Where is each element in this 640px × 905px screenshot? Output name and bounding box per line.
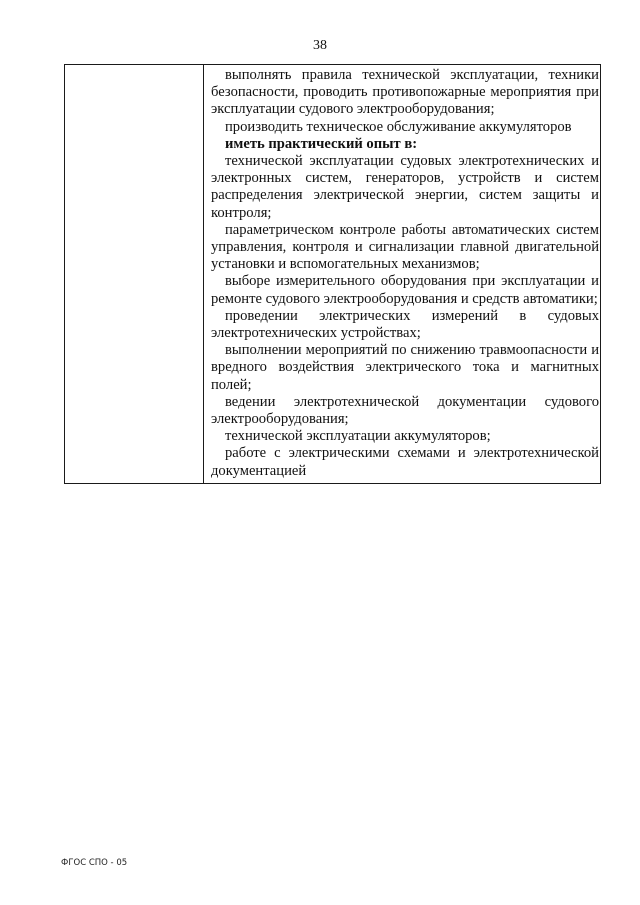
paragraph-1: выполнять правила технической эксплуатации, техники безопасности, проводить противопожарные мероприятия при эксплуатации судового электрооборудования;	[211, 67, 599, 118]
paragraph-4: технической эксплуатации судовых электротехнических и электронных систем, генераторов, устройств и систем распределения электрической энергии, систем защиты и контроля;	[211, 153, 599, 221]
content-table	[64, 64, 601, 484]
paragraph-9: ведении электротехнической документации судового электрооборудования;	[211, 393, 599, 428]
paragraph-6: выборе измерительного оборудования при эксплуатации и ремонте судового электрооборудования и средств автоматики;	[211, 273, 599, 307]
paragraph-8: выполнении мероприятий по снижению травмоопасности и вредного воздействия электрического тока и магнитных полей;	[211, 342, 599, 393]
paragraph-2: производить техническое обслуживание аккумуляторов	[225, 118, 572, 135]
paragraph-5: параметрическом контроле работы автоматических систем управления, контроля и сигнализации главной двигательной установки и вспомогательных механизмов;	[211, 221, 599, 273]
page-number: 38	[313, 38, 327, 53]
footer-label: ФГОС СПО - 05	[61, 858, 128, 868]
paragraph-7: проведении электрических измерений в судовых электротехнических устройствах;	[211, 307, 599, 342]
table-cell-left	[65, 65, 204, 484]
section-heading: иметь практический опыт в:	[225, 135, 418, 152]
table-cell-right	[204, 65, 601, 484]
paragraph-10: технической эксплуатации аккумуляторов;	[225, 428, 491, 445]
table-row	[65, 65, 601, 484]
paragraph-11: работе с электрическими схемами и электротехнической документацией	[211, 445, 599, 479]
